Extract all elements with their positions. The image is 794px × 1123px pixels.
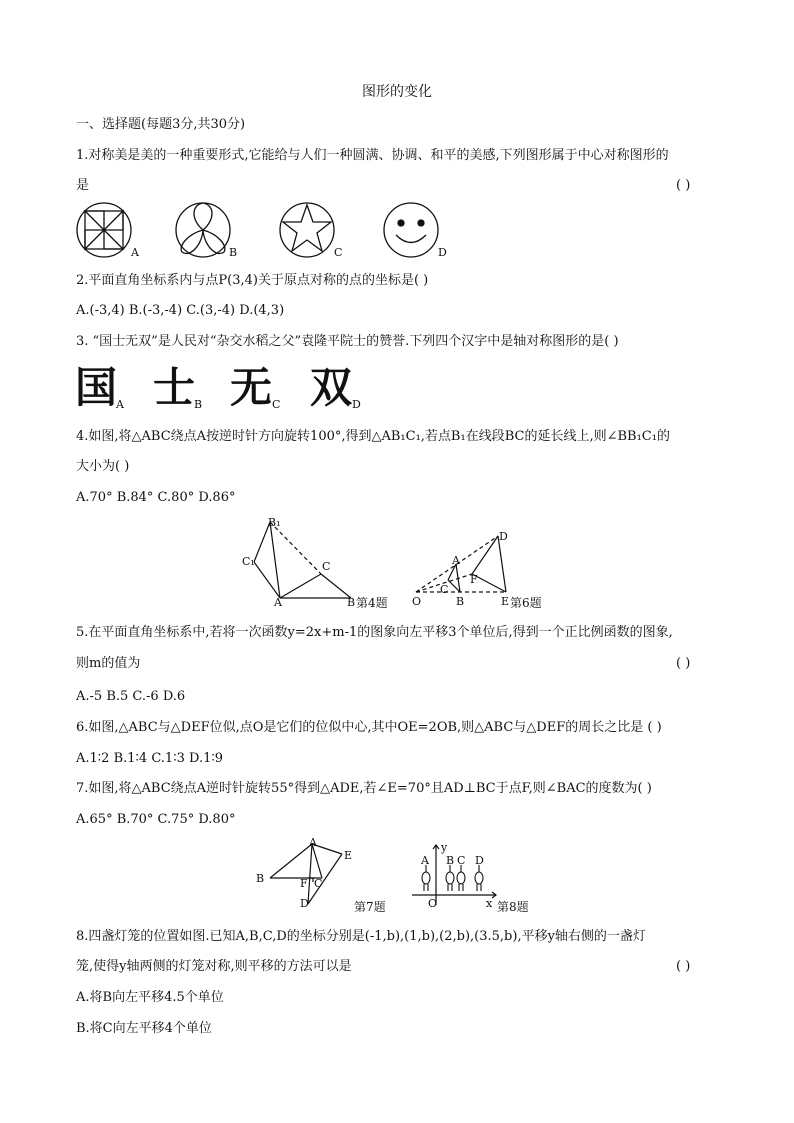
q1-figure-b-three-petal-icon [176,203,230,257]
q6-label-e: E [501,595,510,608]
q8-option-a: A.将B向左平移4.5个单位 [76,990,224,1005]
q5-stem-line2: 则m的值为 [76,656,141,671]
q7-label-a: A [309,836,317,849]
q8-label-a: A [421,854,429,867]
q7-label-e: E [344,849,353,862]
page-title: 图形的变化 [362,84,432,100]
q6-options: A.1∶2 B.1∶4 C.1∶3 D.1∶9 [76,751,224,766]
q2-stem: 2.平面直角坐标系内与点P(3,4)关于原点对称的点的坐标是( ) [76,273,429,288]
q8-label-d: D [475,854,484,867]
q1-label-b: B [229,246,238,259]
q4-options: A.70° B.84° C.80° D.86° [76,490,236,505]
q1-label-a: A [131,246,139,259]
q7-stem: 7.如图,将△ABC绕点A逆时针旋转55°得到△ADE,若∠E=70°且AD⊥BC于点F,则∠BAC的度数为( ) [76,781,652,796]
q7-label-c: C [314,877,323,890]
q5-answer-paren: ( ) [676,656,691,671]
q3-label-d: D [352,398,361,411]
q8-label-x: x [486,897,493,910]
q3-label-a: A [116,398,124,411]
q3-char-a: 国 [75,363,118,412]
lantern-d-icon [475,865,483,891]
q4-stem-line1: 4.如图,将△ABC绕点A按逆时针方向旋转100°,得到△AB₁C₁,若点B₁在线段BC的延长线上,则∠BB₁C₁的 [76,429,670,444]
q1-answer-paren: ( ) [676,178,691,193]
q7-options: A.65° B.70° C.75° D.80° [76,812,236,827]
q1-label-c: C [334,246,343,259]
q8-figure-caption: 第8题 [497,900,529,914]
q4-label-a: A [274,596,282,609]
q7-label-f: F [300,877,308,890]
q3-char-b: 士 [153,363,196,412]
q2-options: A.(-3,4) B.(-3,-4) C.(3,-4) D.(4,3) [76,303,285,318]
q7-label-d: D [300,897,309,910]
q6-label-d: D [499,530,508,543]
q4-label-b: B [347,596,356,609]
q6-stem: 6.如图,△ABC与△DEF位似,点O是它们的位似中心,其中OE=2OB,则△ABC与△DEF的周长之比是 ( ) [76,720,662,735]
q1-figure-a-pinwheel-icon [77,203,131,257]
q7-label-b: B [256,872,265,885]
q4-label-b1: B₁ [268,516,281,529]
q6-figure-caption: 第6题 [510,596,542,610]
q7-figure-caption: 第7题 [354,900,386,914]
q1-figures [70,200,470,262]
q1-stem-line1: 1.对称美是美的一种重要形式,它能给与人们一种圆满、协调、和平的美感,下列图形属于中心对称图形的 [76,148,669,163]
q5-options: A.-5 B.5 C.-6 D.6 [76,689,186,704]
q8-stem-line1: 8.四盏灯笼的位置如图.已知A,B,C,D的坐标分别是(-1,b),(1,b),(2,b),(3.5,b),平移y轴右侧的一盏灯 [76,929,646,944]
q3-char-c: 无 [230,363,273,412]
q1-label-d: D [438,246,447,259]
q6-label-b: B [456,595,465,608]
q1-figure-c-star-icon [280,203,334,257]
q8-label-o: O [428,897,438,910]
q3-stem: 3. “国士无双”是人民对“杂交水稻之父”袁隆平院士的赞誉.下列四个汉字中是轴对称图形的是( ) [76,334,619,349]
q4-figure-caption: 第4题 [356,596,388,610]
q3-char-d: 双 [310,363,353,412]
q6-label-f: F [470,573,478,586]
lantern-a-icon [422,865,430,891]
q1-figure-d-smiley-icon [384,203,438,257]
q4-label-c: C [322,560,331,573]
q6-label-c: C [440,583,449,596]
q4-figure [238,512,358,608]
q8-answer-paren: ( ) [676,959,691,974]
q6-label-a: A [452,554,460,567]
q8-label-c: C [457,854,466,867]
lantern-c-icon [457,865,465,891]
q6-label-o: O [412,595,422,608]
q1-stem-line2: 是 [76,178,90,193]
q4-label-c1: C₁ [242,555,255,568]
q8-stem-line2: 笼,使得y轴两侧的灯笼对称,则平移的方法可以是 [76,959,352,974]
q8-option-b: B.将C向左平移4个单位 [76,1021,212,1036]
q5-stem-line1: 5.在平面直角坐标系中,若将一次函数y=2x+m-1的图象向左平移3个单位后,得到一个正比例函数的图象, [76,625,673,640]
q3-label-c: C [272,398,281,411]
lantern-b-icon [446,865,454,891]
q3-label-b: B [194,398,203,411]
q8-label-y: y [441,841,448,854]
q4-stem-line2: 大小为( ) [76,459,130,474]
section-heading: 一、选择题(每题3分,共30分) [76,117,246,132]
q8-label-b: B [446,854,455,867]
